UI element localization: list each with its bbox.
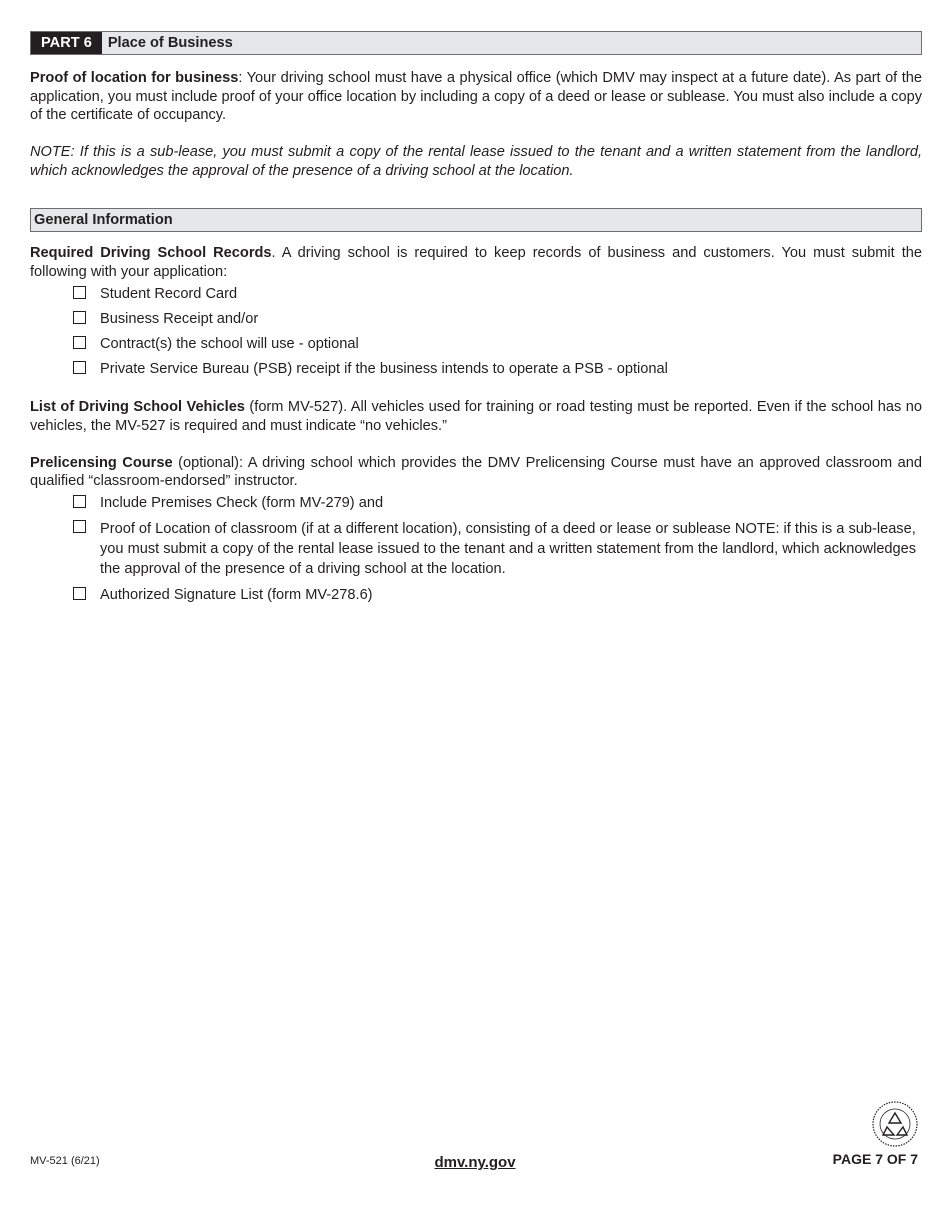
checklist-item — [72, 360, 922, 379]
page-number: PAGE 7 OF 7 — [832, 1151, 918, 1167]
checkbox[interactable] — [73, 286, 86, 299]
checklist-item — [72, 494, 922, 513]
checklist-item-label: Student Record Card — [100, 285, 238, 302]
checklist-item-label: Proof of Location of classroom (if at a different location), consisting of a deed or lease or sublease NOTE: if this is a sub-lease, you must submit a copy of the rental lease issued to the tenant and a written statement from the landlord, which acknowledges the approval of the presence of a driving school at the location. — [100, 521, 917, 577]
part6-header — [30, 31, 922, 55]
checklist-item — [72, 335, 922, 354]
course-label: Prelicensing Course — [30, 454, 173, 471]
vehicles-text: (form MV-527). All vehicles used for training or road testing must be reported. Even if the school has no vehicles, the MV-527 is required and must indicate “no vehicles.” — [30, 399, 923, 434]
course-text: (optional): A driving school which provides the DMV Prelicensing Course must have an approved classroom and qualified “classroom-endorsed” instructor. — [30, 454, 922, 489]
course-checklist — [30, 494, 922, 604]
part-tag: PART 6 — [31, 32, 102, 54]
website-link[interactable]: dmv.ny.gov — [434, 1154, 516, 1171]
checkbox[interactable] — [73, 361, 86, 374]
checkbox[interactable] — [73, 587, 86, 600]
section-title: General Information — [34, 211, 173, 228]
sublease-note: NOTE: If this is a sub-lease, you must submit a copy of the rental lease issued to the tenant and a written statement from the landlord, which acknowledges the approval of the presence of a driving school at the location. — [30, 144, 922, 179]
proof-of-location-paragraph — [30, 69, 922, 125]
prelicensing-paragraph — [30, 454, 922, 491]
records-label: Required Driving School Records — [30, 245, 272, 261]
checklist-item-label: Private Service Bureau (PSB) receipt if the business intends to operate a PSB - optional — [100, 360, 668, 377]
general-info-header — [30, 208, 922, 232]
checklist-item-label: Business Receipt and/or — [100, 310, 259, 327]
checklist-item — [72, 310, 922, 329]
vehicles-paragraph — [30, 398, 922, 435]
proof-text: : Your driving school must have a physical office (which DMV may inspect at a future date). As part of the application, you must include proof of your office location by including a copy of a deed or lease or sublease. You must also include a copy of the certificate of occupancy. — [30, 70, 922, 123]
checklist-item-label: Include Premises Check (form MV-279) and — [100, 495, 384, 511]
form-id: MV-521 (6/21) — [30, 1155, 100, 1167]
records-text: . A driving school is required to keep records of business and customers. You must submit the following with your application: — [30, 245, 922, 280]
checklist-item — [72, 586, 922, 605]
form-page — [30, 31, 922, 604]
records-checklist — [30, 285, 922, 379]
checklist-item-label: Authorized Signature List (form MV-278.6) — [100, 586, 373, 603]
records-paragraph — [30, 244, 922, 281]
checkbox[interactable] — [73, 336, 86, 349]
checklist-item-label: Contract(s) the school will use - optional — [100, 335, 359, 352]
checklist-item — [72, 285, 922, 304]
vehicles-label: List of Driving School Vehicles — [30, 399, 245, 415]
section-title: Place of Business — [107, 34, 233, 51]
checkbox[interactable] — [73, 495, 86, 508]
proof-label: Proof of location for business — [30, 70, 239, 86]
checkbox[interactable] — [73, 311, 86, 324]
checkbox[interactable] — [73, 520, 86, 533]
checklist-item — [72, 519, 922, 579]
recycle-logo-icon — [870, 1100, 920, 1148]
